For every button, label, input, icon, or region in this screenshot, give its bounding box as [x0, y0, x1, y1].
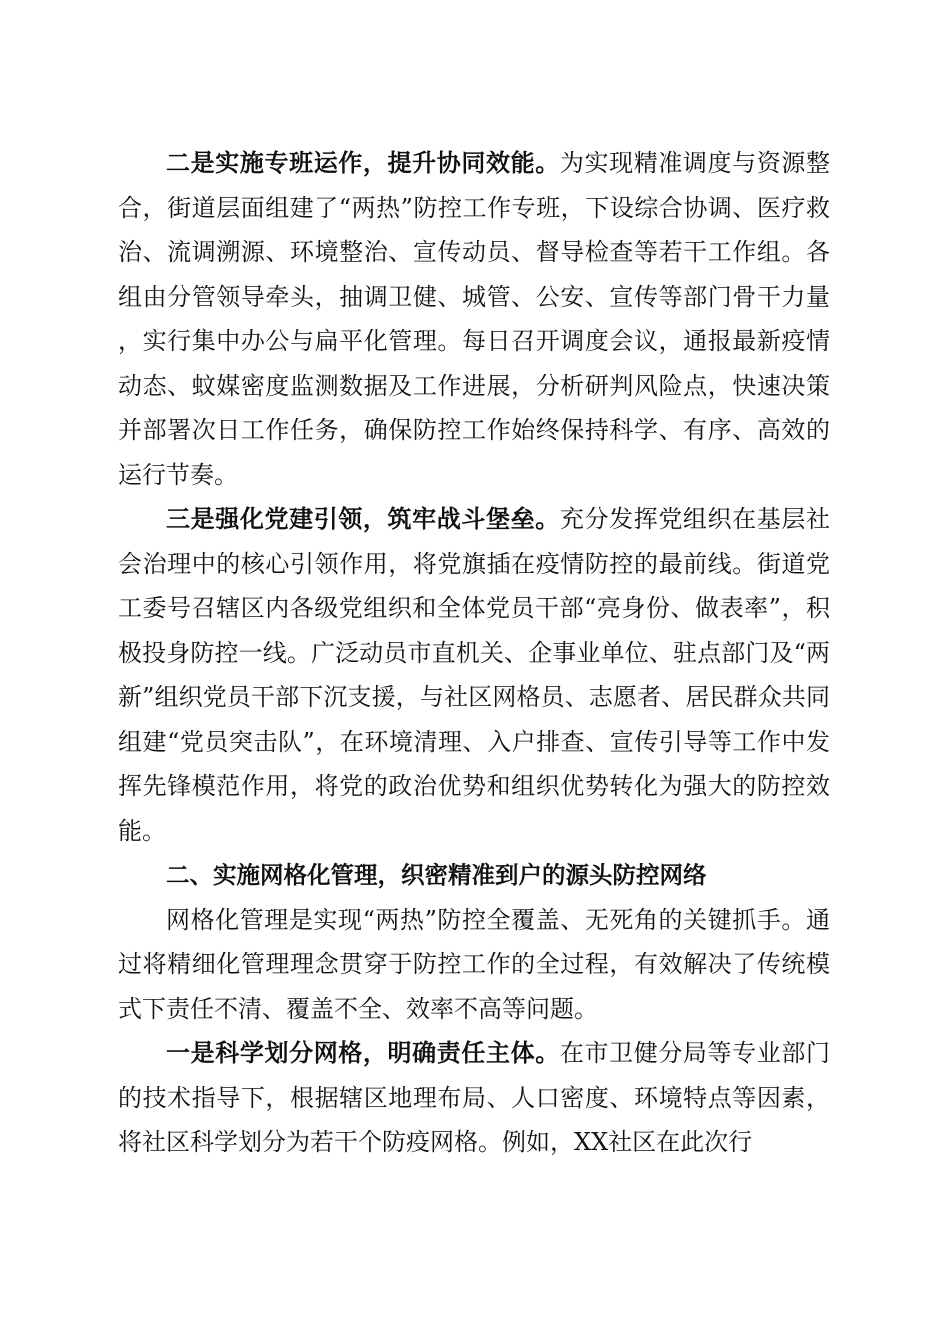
paragraph-party-leadership	[118, 497, 830, 853]
paragraph-body: 充分发挥党组织在基层社会治理中的核心引领作用，将党旗插在疫情防控的最前线。街道党工委号召辖区内各级党组织和全体党员干部“亮身份、做表率”，积极投身防控一线。广泛动员市直机关、企事业单位、驻点部门及“两新”组织党员干部下沉支援，与社区网格员、志愿者、居民群众共同组建“党员突击队”，在环境清理、入户排查、宣传引导等工作中发挥先锋模范作用，将党的政治优势和组织优势转化为强大的防控效能。	[118, 505, 831, 845]
paragraph-grid-intro: 网格化管理是实现“两热”防控全覆盖、无死角的关键抓手。通过将精细化管理理念贯穿于防控工作的全过程，有效解决了传统模式下责任不清、覆盖不全、效率不高等问题。	[118, 905, 830, 1023]
paragraph-lead: 三是强化党建引领，筑牢战斗堡垒。	[166, 504, 560, 533]
paragraph-lead: 二是实施专班运作，提升协同效能。	[166, 148, 560, 177]
paragraph-grid-division	[118, 1031, 830, 1165]
document-body	[118, 141, 830, 1165]
paragraph-lead: 一是科学划分网格，明确责任主体。	[166, 1038, 560, 1067]
paragraph-body: 为实现精准调度与资源整合，街道层面组建了“两热”防控工作专班，下设综合协调、医疗救治、流调溯源、环境整治、宣传动员、督导检查等若干工作组。各组由分管领导牵头，抽调卫健、城管、公安、宣传等部门骨干力量，实行集中办公与扁平化管理。每日召开调度会议，通报最新疫情动态、蚊媒密度监测数据及工作进展，分析研判风险点，快速决策并部署次日工作任务，确保防控工作始终保持科学、有序、高效的运行节奏。	[118, 149, 831, 489]
section-heading: 二、实施网格化管理，织密精准到户的源头防控网络	[166, 861, 707, 889]
paragraph-body: 在市卫健分局等专业部门的技术指导下，根据辖区地理布局、人口密度、环境特点等因素，将社区科学划分为若干个防疫网格。例如，XX社区在此次行	[118, 1039, 831, 1156]
paragraph-special-task-force	[118, 141, 830, 497]
